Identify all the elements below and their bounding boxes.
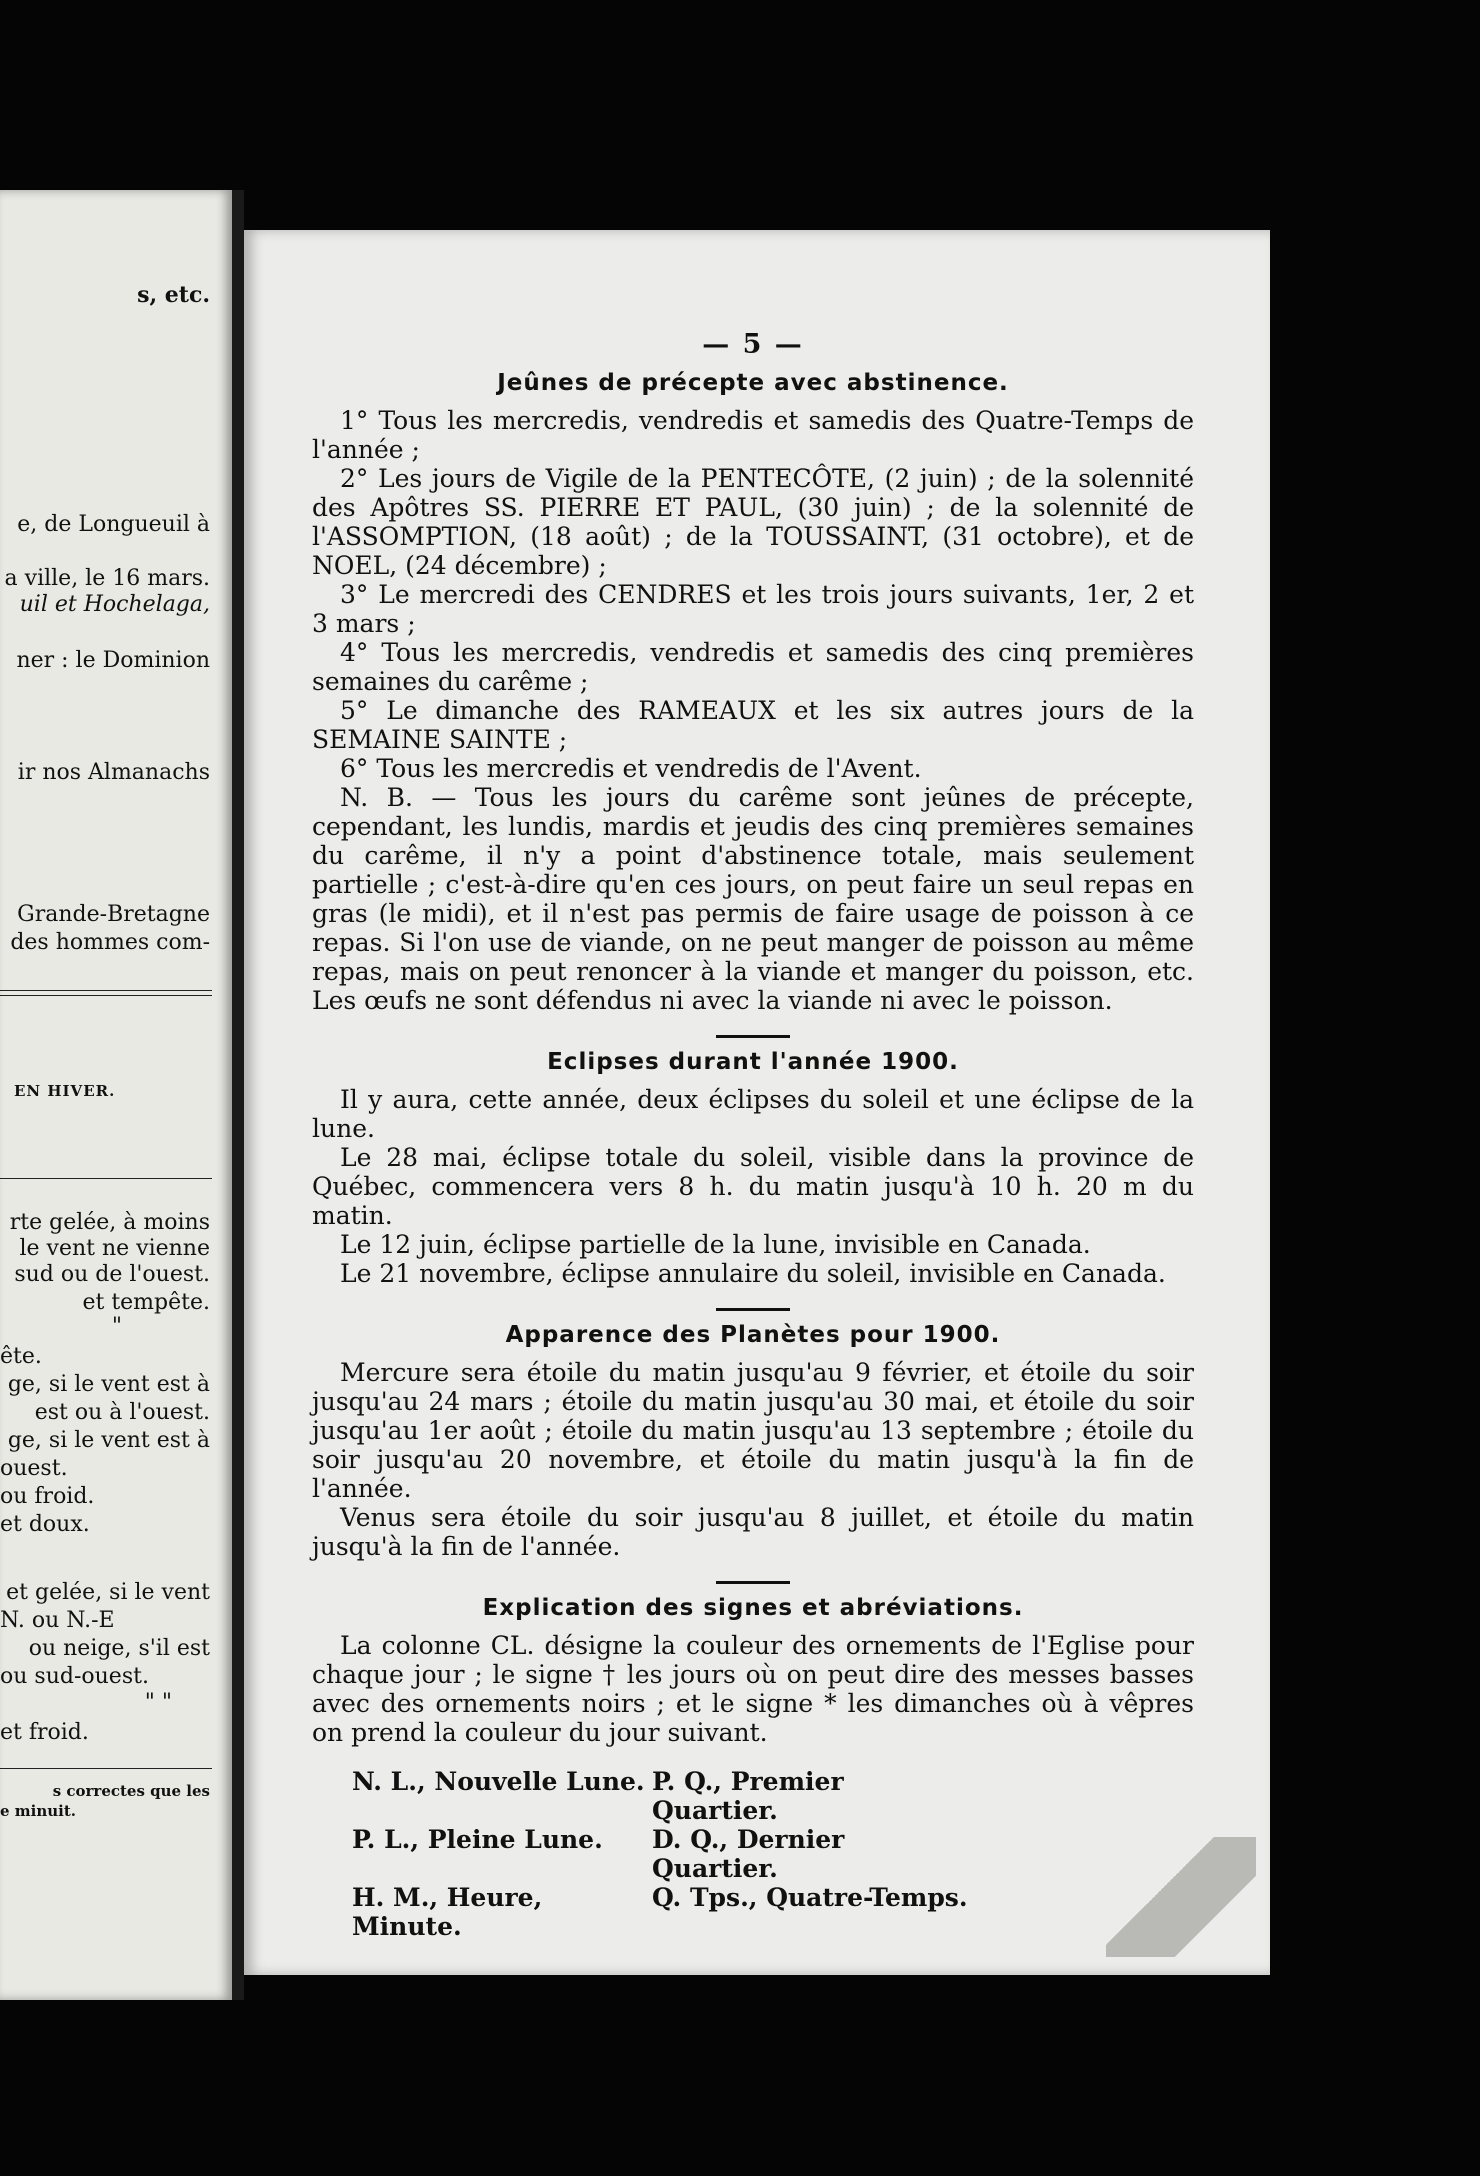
section-title-signs: Explication des signes et abréviations. — [482, 1595, 1024, 1621]
left-line: et doux. — [0, 1512, 90, 1537]
legend-item: D. Q., Dernier Quartier. — [652, 1825, 845, 1883]
left-line: et gelée, si le vent — [6, 1580, 210, 1605]
section-divider — [716, 1308, 790, 1311]
left-line: des hommes com- — [10, 930, 210, 955]
fasting-note: N. B. — Tous les jours du carême sont jeûnes de précepte, cependant, les lundis, mardis et jeudis des cinq premières semaines du carême, il n'y a point d'abstinence totale, mais seulement partielle ; c'est-à-dire qu'en ces jours, on peut faire un seul repas en gras (le midi), et il n'est pas permis de faire usage de poisson à ce repas. Si l'on use de viande, on ne peut manger de poisson au même repas, mais on peut renoncer à la viande et manger du poisson, etc. Les œufs ne sont défendus ni avec la viande ni avec le poisson. — [312, 783, 1194, 1015]
left-footnote: s correctes que les — [52, 1782, 210, 1800]
rule — [0, 1178, 212, 1179]
planet-paragraph: Mercure sera étoile du matin jusqu'au 9 février, et étoile du soir jusqu'au 24 mars ; étoile du matin jusqu'au 30 mai, et étoile du soir jusqu'au 1er août ; étoile du matin jusqu'au 13 septembre ; étoile du soir jusqu'au 20 novembre, et étoile du matin jusqu'à la fin de l'année. — [312, 1358, 1194, 1503]
eclipse-paragraph: Le 21 novembre, éclipse annulaire du soleil, invisible en Canada. — [340, 1259, 1166, 1288]
left-line: ge, si le vent est à — [7, 1428, 210, 1453]
left-line: ir nos Almanachs — [17, 760, 210, 785]
left-line: Grande-Bretagne — [17, 902, 210, 927]
left-line: ou sud-ouest. — [0, 1664, 149, 1689]
eclipse-paragraph: Il y aura, cette année, deux éclipses du soleil et une éclipse de la lune. — [312, 1085, 1194, 1143]
left-line: est ou à l'ouest. — [34, 1400, 210, 1425]
legend-item: H. M., Heure, Minute. — [352, 1883, 543, 1941]
section-title-fasting: Jeûnes de précepte avec abstinence. — [497, 370, 1009, 396]
left-line: sud ou de l'ouest. — [14, 1262, 210, 1287]
left-footnote: e minuit. — [0, 1802, 76, 1820]
section-divider — [716, 1035, 790, 1038]
fasting-item-2: 2° Les jours de Vigile de la PENTECÔTE, (2 juin) ; de la solennité des Apôtres SS. PIERRE ET PAUL, (30 juin) ; de la solennité de l'ASSOMPTION, (18 août) ; de la TOUSSAINT, (31 octobre), et de NOEL, (24 décembre) ; — [312, 464, 1194, 580]
left-line: ner : le Dominion — [16, 648, 210, 673]
section-divider — [716, 1581, 790, 1584]
page-content — [312, 330, 1194, 1941]
legend-item: Q. Tps., Quatre-Temps. — [652, 1883, 968, 1912]
legend-item: P. L., Pleine Lune. — [352, 1825, 603, 1854]
eclipse-paragraph: Le 28 mai, éclipse totale du soleil, visible dans la province de Québec, commencera vers 8 h. du matin jusqu'à 10 h. 20 m du matin. — [312, 1143, 1194, 1230]
signs-paragraph: La colonne CL. désigne la couleur des ornements de l'Eglise pour chaque jour ; le signe † les jours où on peut dire des messes basses avec des ornements noirs ; et le signe * les dimanches où à vêpres on prend la couleur du jour suivant. — [312, 1631, 1194, 1747]
section-title-planets: Apparence des Planètes pour 1900. — [505, 1322, 1001, 1348]
eclipse-paragraph: Le 12 juin, éclipse partielle de la lune, invisible en Canada. — [340, 1230, 1091, 1259]
left-line: e, de Longueuil à — [17, 512, 210, 537]
left-heading: EN HIVER. — [14, 1082, 116, 1100]
planet-paragraph: Venus sera étoile du soir jusqu'au 8 juillet, et étoile du matin jusqu'à la fin de l'année. — [312, 1503, 1194, 1561]
left-line: le vent ne vienne — [19, 1236, 210, 1261]
left-line: et tempête. — [82, 1290, 210, 1315]
left-line: ouest. — [0, 1456, 68, 1481]
rule — [0, 1768, 212, 1769]
left-line: rte gelée, à moins — [9, 1210, 210, 1235]
left-line: " — [111, 1314, 122, 1339]
left-line: a ville, le 16 mars. — [4, 566, 210, 591]
page-gutter — [232, 190, 244, 2000]
fasting-item-5: 5° Le dimanche des RAMEAUX et les six autres jours de la SEMAINE SAINTE ; — [312, 696, 1194, 754]
fasting-item-6: 6° Tous les mercredis et vendredis de l'Avent. — [340, 754, 922, 783]
left-line: uil et Hochelaga, — [19, 592, 210, 617]
left-line: et froid. — [0, 1720, 89, 1745]
left-line: ge, si le vent est à — [7, 1372, 210, 1397]
left-line: ête. — [0, 1344, 42, 1369]
left-line: N. ou N.-E — [0, 1608, 115, 1633]
legend-item: P. Q., Premier Quartier. — [652, 1767, 844, 1825]
almanac-page — [244, 230, 1270, 1975]
page-number: — 5 — — [702, 329, 804, 360]
fasting-item-3: 3° Le mercredi des CENDRES et les trois jours suivants, 1er, 2 et 3 mars ; — [312, 580, 1194, 638]
page-stain — [1106, 1837, 1256, 1957]
left-line: ou neige, s'il est — [28, 1636, 210, 1661]
previous-page-fragment — [0, 190, 232, 2000]
double-rule — [0, 990, 212, 996]
left-line: s, etc. — [137, 282, 210, 308]
left-line: " " — [144, 1690, 172, 1715]
legend-item: N. L., Nouvelle Lune. — [352, 1767, 645, 1796]
left-line: ou froid. — [0, 1484, 95, 1509]
abbreviation-legend — [352, 1767, 1194, 1941]
section-title-eclipses: Eclipses durant l'année 1900. — [547, 1049, 959, 1075]
fasting-item-1: 1° Tous les mercredis, vendredis et samedis des Quatre-Temps de l'année ; — [312, 406, 1194, 464]
fasting-item-4: 4° Tous les mercredis, vendredis et samedis des cinq premières semaines du carême ; — [312, 638, 1194, 696]
